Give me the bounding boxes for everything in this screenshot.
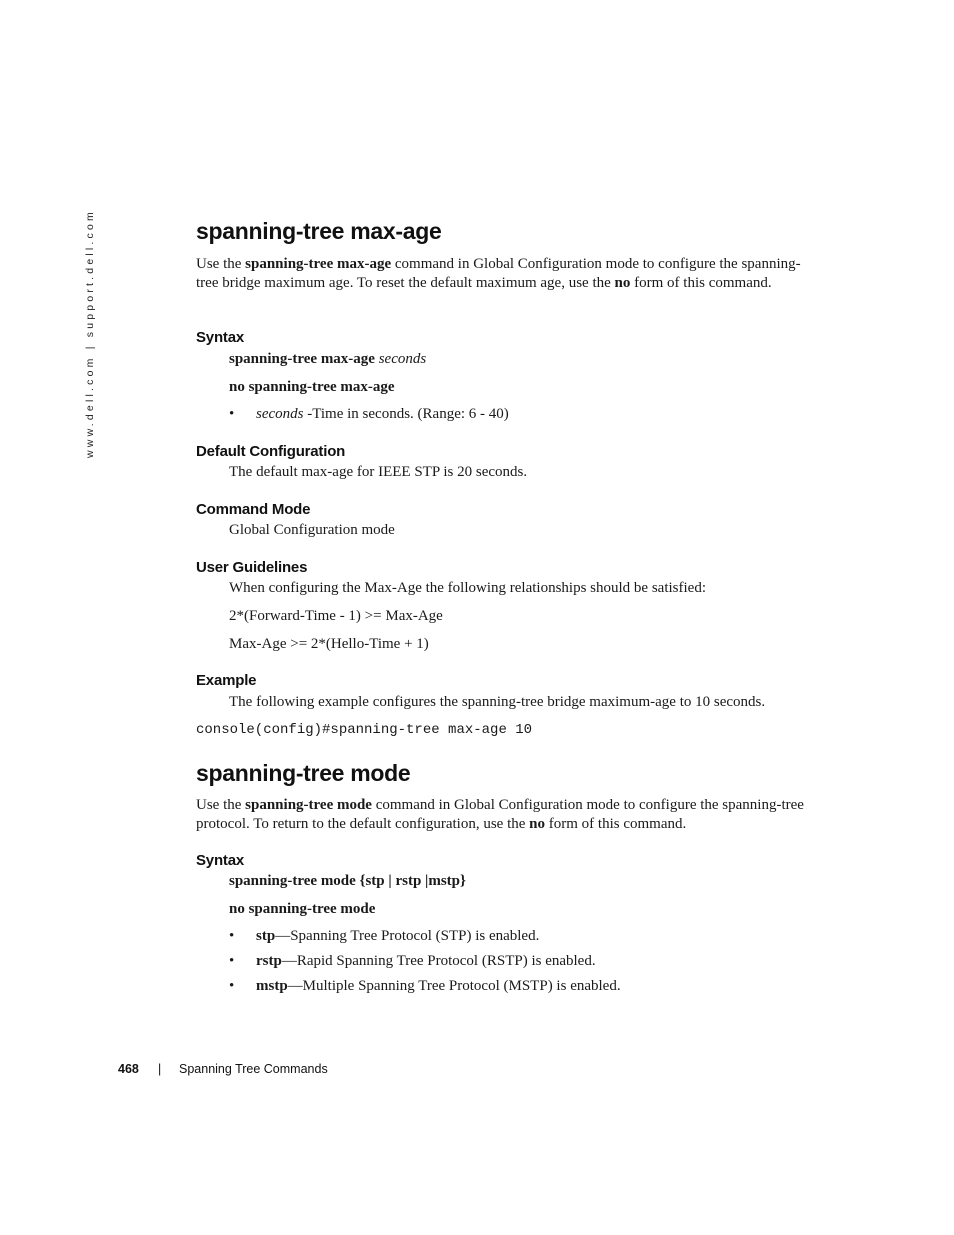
- footer-section-name: Spanning Tree Commands: [179, 1062, 328, 1076]
- example-text: The following example configures the spanning-tree bridge maximum-age to 10 seconds.: [229, 694, 766, 710]
- syntax-heading-mode: Syntax: [196, 852, 244, 869]
- param-item: seconds -Time in seconds. (Range: 6 - 40): [256, 406, 509, 422]
- footer-separator: |: [158, 1062, 162, 1076]
- intro-max-age: Use the spanning-tree max-age command in Global Configuration mode to configure the spanning-tree bridge maximum age. To reset the default maximum age, use the no form of this command.: [196, 256, 801, 291]
- default-config-heading: Default Configuration: [196, 443, 346, 460]
- section-title-mode: spanning-tree mode: [196, 760, 411, 786]
- relationship-1: 2*(Forward-Time - 1) >= Max-Age: [229, 608, 443, 624]
- side-url: www.dell.com | support.dell.com: [84, 209, 96, 458]
- bullet-mstp: mstp—Multiple Spanning Tree Protocol (MSTP) is enabled.: [256, 978, 621, 994]
- syntax-line: spanning-tree max-age seconds: [229, 351, 427, 367]
- command-mode-heading: Command Mode: [196, 501, 311, 518]
- command-mode-text: Global Configuration mode: [229, 522, 395, 538]
- user-guidelines-text: When configuring the Max-Age the following relationships should be satisfied:: [229, 580, 706, 596]
- page-number: 468: [118, 1062, 139, 1076]
- example-heading: Example: [196, 672, 257, 689]
- user-guidelines-heading: User Guidelines: [196, 559, 308, 576]
- relationship-2: Max-Age >= 2*(Hello-Time + 1): [229, 636, 429, 652]
- bullet-marker: •: [229, 406, 235, 422]
- bullet-marker: •: [229, 928, 235, 944]
- syntax-heading: Syntax: [196, 329, 244, 346]
- bullet-stp: stp—Spanning Tree Protocol (STP) is enabled.: [256, 928, 540, 944]
- default-config-text: The default max-age for IEEE STP is 20 seconds.: [229, 464, 528, 480]
- bullet-marker: •: [229, 953, 235, 969]
- bullet-rstp: rstp—Rapid Spanning Tree Protocol (RSTP) is enabled.: [256, 953, 596, 969]
- example-code: console(config)#spanning-tree max-age 10: [196, 722, 533, 738]
- bullet-marker: •: [229, 978, 235, 994]
- syntax-line-mode: spanning-tree mode {stp | rstp |mstp}: [229, 873, 466, 889]
- section-title-max-age: spanning-tree max-age: [196, 218, 442, 244]
- syntax-no-line: no spanning-tree max-age: [229, 379, 395, 395]
- intro-mode: Use the spanning-tree mode command in Global Configuration mode to configure the spanning-tree protocol. To return to the default configuration, use the no form of this command.: [196, 797, 804, 832]
- syntax-no-line-mode: no spanning-tree mode: [229, 901, 376, 917]
